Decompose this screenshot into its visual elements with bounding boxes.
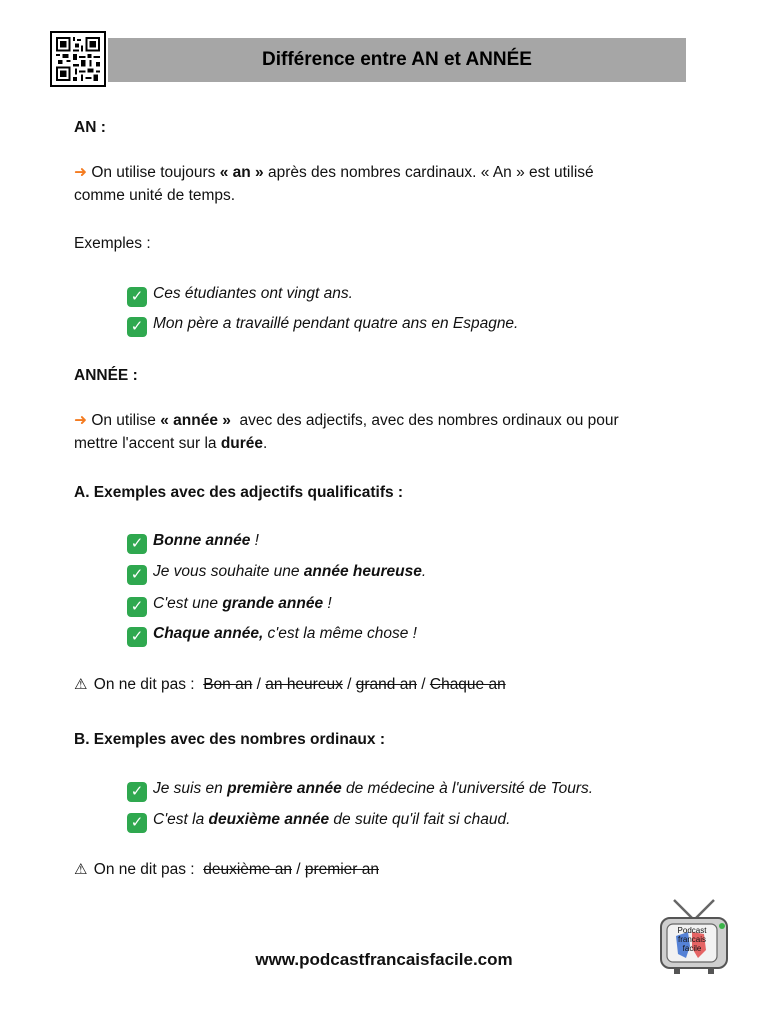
check-mark-icon: ✓: [127, 565, 147, 585]
warning-label: On ne dit pas :: [93, 861, 195, 878]
rule-text: avec des adjectifs, avec des nombres ordinaux ou pour: [239, 412, 619, 429]
wrong-form: Chaque an: [429, 676, 506, 693]
logo-text-line: francais: [677, 935, 706, 944]
warning-icon: ⚠: [74, 676, 88, 693]
check-mark-icon: ✓: [127, 627, 147, 647]
qr-code-icon: [50, 31, 106, 87]
wrong-form: an heureux: [265, 676, 343, 693]
example-item: [127, 282, 353, 307]
footer-url-text[interactable]: www.podcastfrancaisfacile.com: [255, 950, 513, 969]
rule-text: On utilise: [91, 412, 156, 429]
example-bold: année heureuse: [303, 563, 422, 580]
separator: /: [416, 676, 430, 693]
check-mark-icon: ✓: [127, 534, 147, 554]
check-mark-icon: ✓: [127, 782, 147, 802]
warning-b: [74, 858, 695, 881]
rule-text: après des nombres cardinaux. « An » est utilisé: [267, 164, 594, 181]
check-mark-icon: ✓: [127, 597, 147, 617]
separator: /: [291, 861, 305, 878]
example-text: de médecine à l'université de Tours.: [341, 780, 594, 797]
example-text: C'est la: [153, 811, 209, 828]
example-text: de suite qu'il fait si chaud.: [329, 811, 511, 828]
footer-url[interactable]: [0, 950, 768, 970]
example-item: [127, 592, 332, 617]
wrong-form: Bon an: [203, 676, 253, 693]
logo-text-line: Podcast: [677, 926, 707, 935]
rule-annee: [74, 409, 695, 432]
section-heading-annee: ANNÉE :: [74, 367, 138, 384]
rule-text: On utilise toujours: [91, 164, 216, 181]
arrow-right-icon: ➜: [74, 164, 87, 181]
tv-logo-icon: [656, 896, 732, 976]
check-mark-icon: ✓: [127, 813, 147, 833]
example-text: c'est la même chose !: [263, 625, 417, 642]
example-text: Mon père a travaillé pendant quatre ans en Espagne.: [153, 315, 519, 332]
example-text: Je vous souhaite une: [153, 563, 304, 580]
example-text: !: [323, 595, 332, 612]
example-item: [127, 560, 426, 585]
example-item: [127, 622, 417, 647]
example-text: !: [250, 532, 259, 549]
examples-label: Exemples :: [74, 235, 151, 252]
rule-term: « an »: [219, 164, 264, 181]
arrow-right-icon: ➜: [74, 412, 87, 429]
rule-annee-line2: [74, 432, 695, 455]
example-bold: deuxième année: [208, 811, 330, 828]
example-item: [127, 777, 593, 802]
example-item: [127, 312, 518, 337]
rule-text: mettre l'accent sur la: [74, 435, 217, 452]
page-title-text: Différence entre AN et ANNÉE: [262, 49, 532, 70]
rule-an: [74, 161, 695, 184]
rule-term: durée: [220, 435, 264, 452]
page-title: [108, 38, 686, 82]
logo-text: [670, 926, 714, 953]
separator: /: [342, 676, 356, 693]
rule-text: .: [263, 435, 268, 452]
warning-label: On ne dit pas :: [93, 676, 195, 693]
example-item: [127, 529, 259, 554]
section-a-title: A. Exemples avec des adjectifs qualificatifs :: [74, 484, 404, 501]
separator: /: [252, 676, 266, 693]
wrong-form: premier an: [304, 861, 379, 878]
check-mark-icon: ✓: [127, 317, 147, 337]
example-text: Je suis en: [153, 780, 228, 797]
rule-an-line2: comme unité de temps.: [74, 187, 236, 204]
example-bold: première année: [227, 780, 342, 797]
check-mark-icon: ✓: [127, 287, 147, 307]
wrong-form: grand an: [355, 676, 417, 693]
warning-a: [74, 673, 695, 696]
example-bold: grande année: [222, 595, 324, 612]
rule-term: « année »: [160, 412, 231, 429]
example-item: [127, 808, 510, 833]
warning-icon: ⚠: [74, 861, 88, 878]
example-text: Ces étudiantes ont vingt ans.: [153, 285, 353, 302]
section-b-title: B. Exemples avec des nombres ordinaux :: [74, 731, 385, 748]
example-bold: Bonne année: [153, 532, 251, 549]
wrong-form: deuxième an: [203, 861, 292, 878]
example-text: .: [421, 563, 427, 580]
example-text: C'est une: [153, 595, 223, 612]
example-bold: Chaque année,: [153, 625, 264, 642]
section-heading-an: AN :: [74, 119, 106, 136]
logo-text-line: facile: [682, 944, 702, 953]
